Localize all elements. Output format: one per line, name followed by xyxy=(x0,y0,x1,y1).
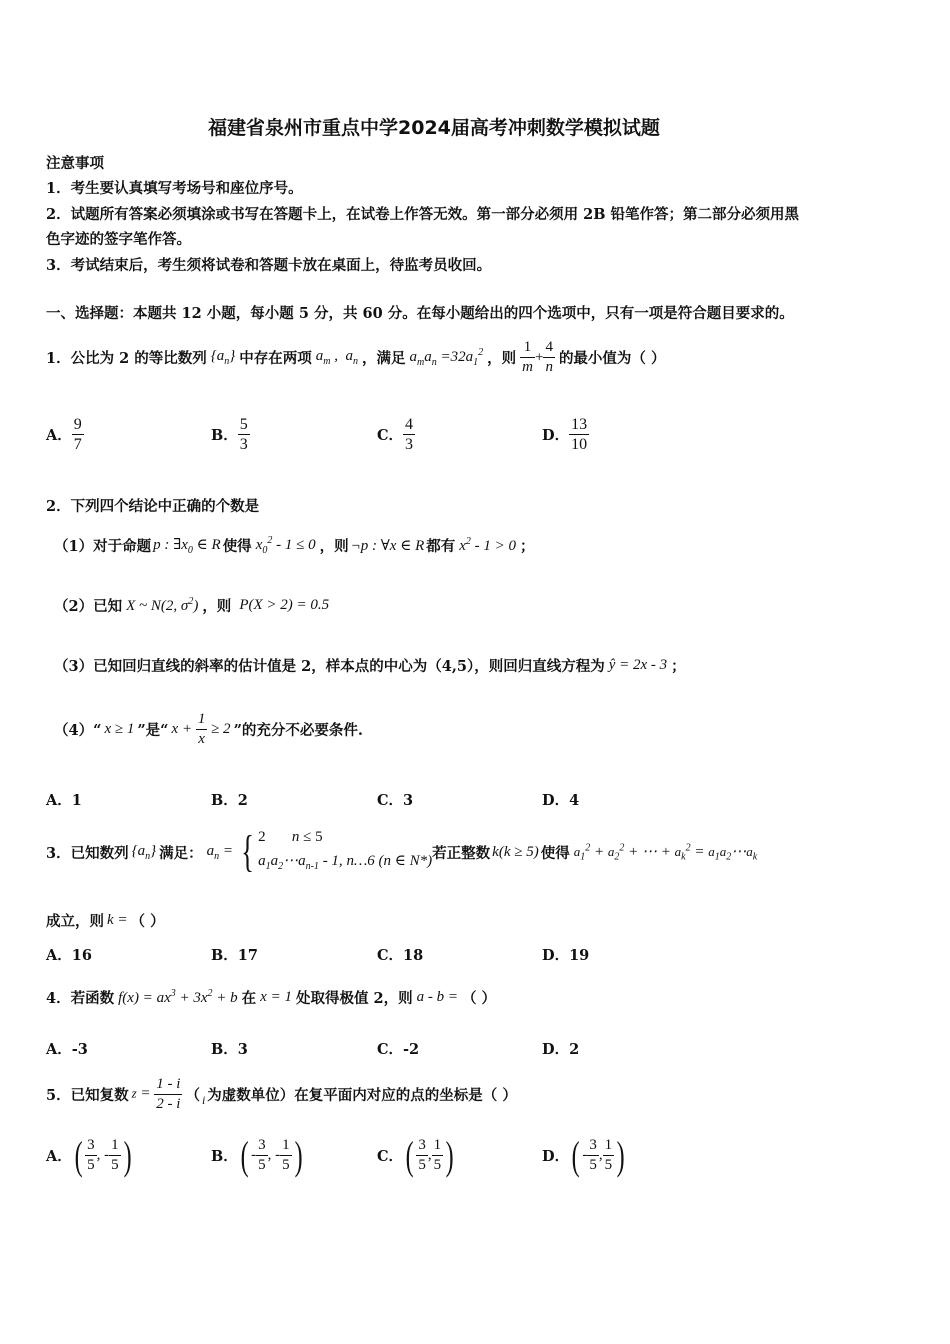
q2-option-a[interactable]: A．1 xyxy=(46,792,82,809)
q4-option-c[interactable]: C．-2 xyxy=(377,1041,420,1058)
question-2: 2．下列四个结论中正确的个数是 xyxy=(46,498,260,515)
q3-piecewise: { 2 n ≤ 5 $a_1a_2\cdots a_{n-1} - 1$, n…6 (n ∈ N*) xyxy=(241,827,433,876)
q4-option-b[interactable]: B．3 xyxy=(211,1041,248,1058)
q2-option-d[interactable]: D．4 xyxy=(542,792,580,809)
q4-option-a[interactable]: A．-3 xyxy=(46,1041,88,1058)
question-4: 4．若函数 $f(x) = ax^3 + 3x^2 + b$ 在 x = 1 处取得极值 2，则 a - b = （ ） xyxy=(46,987,497,1007)
q1-text-1: 1．公比为 2 的等比数列 xyxy=(46,349,207,367)
q1-option-b[interactable]: B． $\frac{5}{3}$ xyxy=(211,415,248,453)
q1-text-4: ，则 xyxy=(487,349,517,367)
q1-text-5: 的最小值为（ ） xyxy=(558,349,666,367)
notice-heading: 注意事项 xyxy=(46,155,104,172)
q1-option-a[interactable]: A． $\frac{9}{7}$ xyxy=(46,415,82,453)
notice-line-3: 3．考试结束后，考生须将试卷和答题卡放在桌面上，待监考员收回。 xyxy=(46,257,492,274)
q3-option-d[interactable]: D．19 xyxy=(542,947,590,964)
question-5: 5．已知复数 z = $\frac{1 - i}{2 - i}$ （ i 为虚数单位）在复平面内对应的点的坐标是（ ） xyxy=(46,1075,517,1112)
q1-condition: $a_ma_n =32a_1^2$ xyxy=(409,346,484,368)
q1-expression: $\frac{1}{m}$ + $\frac{4}{n}$ xyxy=(522,338,553,375)
q2-option-b[interactable]: B．2 xyxy=(211,792,248,809)
q3-option-b[interactable]: B．17 xyxy=(211,947,258,964)
section-heading: 一、选择题：本题共 12 小题，每小题 5 分，共 60 分。在每小题给出的四个选项中，只有一项是符合题目要求的。 xyxy=(46,305,794,322)
q5-option-b[interactable]: B． ( - $\frac{3}{5}$ , - $\frac{1}{5}$ ) xyxy=(211,1132,303,1178)
q2-statement-3: （3）已知回归直线的斜率的估计值是 2，样本点的中心为（4,5），则回归直线方程为 ŷ = 2x - 3 ； xyxy=(54,656,686,675)
q1-option-c[interactable]: C． $\frac{4}{3}$ xyxy=(377,415,414,453)
q3-option-a[interactable]: A．16 xyxy=(46,947,92,964)
question-1 xyxy=(46,327,666,387)
q1-sequence: $\{a_n\}$ xyxy=(210,347,236,367)
q2-statement-4: （4）“ x ≥ 1 ”是“ x + $\frac{1}{x}$ ≥ 2 ”的充分不必要条件. xyxy=(54,710,363,747)
notice-line-2: 2．试题所有答案必须填涂或书写在答题卡上，在试卷上作答无效。第一部分必须用 2B 铅笔作答；第二部分必须用黑 xyxy=(46,206,800,223)
q4-option-d[interactable]: D．2 xyxy=(542,1041,580,1058)
q1-text-2: 中存在两项 xyxy=(239,349,312,367)
page-title: 福建省泉州市重点中学2024届高考冲刺数学模拟试题 xyxy=(208,117,660,139)
q5-option-d[interactable]: D． ( - $\frac{3}{5}$ , $\frac{1}{5}$ ) xyxy=(542,1132,625,1178)
q2-statement-2: （2）已知 X ~ N(2, $\sigma^2$) ，则 P(X > 2) = 0.5 xyxy=(54,595,330,615)
q3-option-c[interactable]: C．18 xyxy=(377,947,424,964)
question-3: 3．已知数列 $\{a_n\}$ 满足： $a_n$ = { 2 n ≤ 5 $a_1a_2\cdots a_{n-1} - 1$, n…6 (n ∈ N*) 若正整数 k(k ≥ 5) 使得 $a_1^2 + a_2^2$ + ⋯ + $a_k^2$ = $a_1a_2\cdots a_k$ xyxy=(46,822,761,882)
q3-continuation: 成立，则 k = （ ） xyxy=(46,912,165,930)
q2-statement-1: （1）对于命题 p : $\exists x_0$ ∈ R 使得 $x_0^2 - 1 \le 0$ ，则 ¬p : ∀x ∈ R 都有 $x^2 - 1 > 0$ ； xyxy=(54,534,535,556)
notice-line-1: 1．考生要认真填写考场号和座位序号。 xyxy=(46,180,303,197)
q5-option-c[interactable]: C． ( $\frac{3}{5}$ , $\frac{1}{5}$ ) xyxy=(377,1132,454,1178)
notice-line-2-cont: 色字迹的签字笔作答。 xyxy=(46,231,191,248)
q5-option-a[interactable]: A． ( $\frac{3}{5}$ , - $\frac{1}{5}$ ) xyxy=(46,1132,132,1178)
q1-text-3: ，满足 xyxy=(362,349,406,367)
q1-option-d[interactable]: D． $\frac{13}{10}$ xyxy=(542,415,588,453)
q1-terms: $a_m$ , $a_n$ xyxy=(315,347,359,367)
q2-option-c[interactable]: C．3 xyxy=(377,792,414,809)
